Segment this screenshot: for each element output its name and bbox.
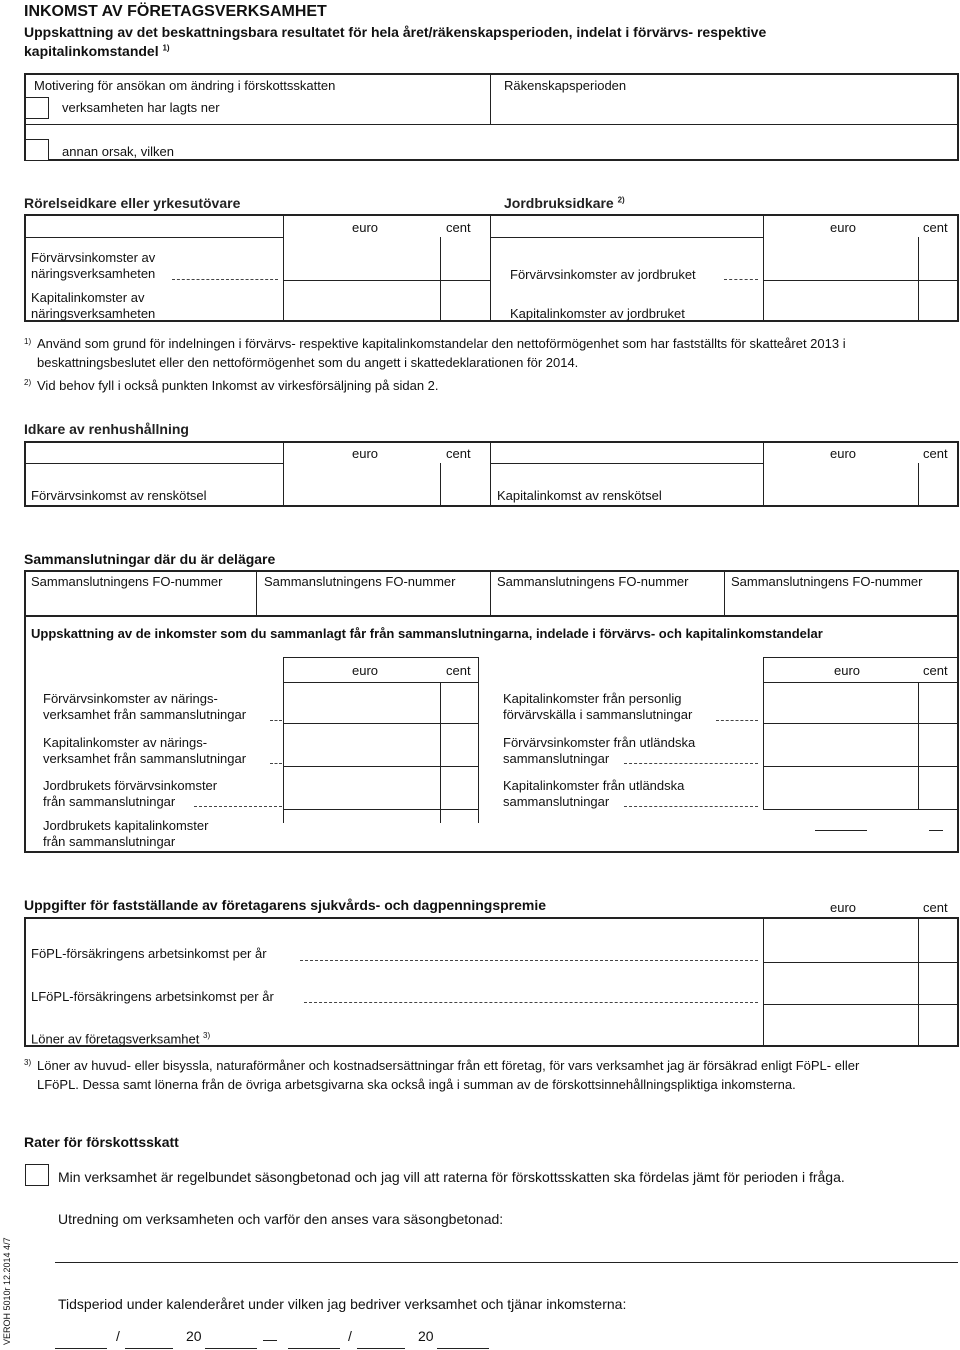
farming-title: Jordbruksidkare $^{2)}$ [504,195,625,211]
farming-earned-euro-field[interactable] [764,238,917,279]
explain-label: Utredning om verksamheten och varför den anses vara säsongbetonad: [58,1211,504,1227]
wages-cent-field[interactable] [919,1005,958,1046]
page-title: INKOMST AV FÖRETAGSVERKSAMHET [24,3,327,20]
end-year-field[interactable] [437,1348,489,1349]
seasonal-label: Min verksamhet är regelbundet säsongbetonad och jag vill att raterna för förskottsskatten ska fördelas jämt för perioden i fråga. [58,1169,845,1185]
footnote-1-marker: 1) [24,337,32,346]
wages-euro-field[interactable] [764,1005,917,1046]
reindeer-capital-label: Kapitalinkomst av renskötsel [497,488,662,503]
fopl-label: FöPL-försäkringens arbetsinkomst per år [31,946,267,961]
start-month-field[interactable] [125,1348,173,1349]
end-month-field[interactable] [357,1348,405,1349]
partnership-capital-business-euro[interactable] [284,724,439,765]
fo-number-field-4[interactable] [725,592,957,614]
business-capital-label: Kapitalinkomster av näringsverksamheten [31,290,156,321]
closed-down-label: verksamheten har lagts ner [62,100,220,115]
partnership-farm-earned-label: Jordbrukets förvärvsinkomster från sammanslutningar [43,778,218,809]
partnerships-title: Sammanslutningar där du är delägare [24,551,276,567]
partnership-farm-capital-cent[interactable] [441,810,477,823]
partnership-personal-capital-cent[interactable] [919,683,958,722]
business-title: Rörelseidkare eller yrkesutövare [24,195,241,211]
partnership-personal-capital-euro[interactable] [764,683,917,722]
business-earned-label: Förvärvsinkomster av näringsverksamheten [31,250,156,281]
wages-label: Löner av företagsverksamhet $^{3)}$ [31,1031,211,1047]
farming-earned-label: Förvärvsinkomster av jordbruket [510,267,696,282]
lfopl-label: LFöPL-försäkringens arbetsinkomst per år [31,989,274,1004]
fo-label-3: Sammanslutningens FO-nummer [497,574,689,589]
euro-header: euro [830,220,857,235]
footnote-1-line1: Använd som grund för indelningen i förvärvs- respektive kapitalinkomstandelar den nettoförmögenhet som har fastställts för skatteåret 2013 i [37,336,846,351]
fo-label-4: Sammanslutningens FO-nummer [731,574,923,589]
subtitle-line2: kapitalinkomstandel $^{1)}$ [24,43,170,59]
year-prefix: 20 [418,1328,434,1344]
explain-field[interactable] [55,1262,958,1263]
partnership-farm-earned-cent[interactable] [441,767,477,808]
business-earned-euro-field[interactable] [284,238,439,279]
lfopl-euro-field[interactable] [764,963,917,1003]
insurance-title: Uppgifter för fastställande av företagarens sjukvårds- och dagpenningspremie [24,897,547,913]
footnote-3-line2: LFöPL. Dessa samt lönerna från de övriga arbetsgivarna ska också ingå i summan av de förskottsinnehållningspliktiga inkomsterna. [37,1077,796,1092]
farming-capital-label: Kapitalinkomster av jordbruket [510,306,685,321]
business-capital-cent-field[interactable] [441,281,489,321]
euro-header: euro [834,663,861,678]
partnership-farm-capital-label: Jordbrukets kapitalinkomster från sammanslutningar [43,818,209,849]
partnership-foreign-capital-cent[interactable] [919,767,958,808]
partnership-earned-business-euro[interactable] [284,683,439,722]
lfopl-cent-field[interactable] [919,963,958,1003]
partnership-capital-business-label: Kapitalinkomster av närings- verksamhet från sammanslutningar [43,735,247,766]
partnership-foreign-earned-euro[interactable] [764,724,917,765]
form-code: VEROH 5010r 12.2014 4/7 [2,1237,12,1345]
partnership-foreign-capital-euro[interactable] [764,767,917,808]
partnership-foreign-earned-cent[interactable] [919,724,958,765]
fopl-cent-field[interactable] [919,919,958,961]
euro-header: euro [830,900,857,915]
slash-separator: / [116,1328,120,1344]
fo-label-1: Sammanslutningens FO-nummer [31,574,223,589]
other-reason-checkbox[interactable] [25,139,49,161]
cent-header: cent [446,446,471,461]
footnote-3-marker: 3) [24,1058,32,1067]
cent-header: cent [923,220,948,235]
slash-separator: / [348,1328,352,1344]
reindeer-earned-euro-field[interactable] [284,464,439,506]
business-capital-euro-field[interactable] [284,281,439,321]
partnership-farm-earned-euro[interactable] [284,767,439,808]
subtitle-line1: Uppskattning av det beskattningsbara resultatet för hela året/räkenskapsperioden, indelat i förvärvs- respektive [24,24,767,40]
euro-header: euro [830,446,857,461]
footnote-1-line2: beskattningsbeslutet eller den nettoförmögenhet som du angett i skattedeklarationen för 2014. [37,355,579,370]
start-year-field[interactable] [205,1348,257,1349]
reindeer-title: Idkare av renhushållning [24,421,189,437]
footnote-2-marker: 2) [24,378,32,387]
period-question-label: Tidsperiod under kalenderåret under vilken jag bedriver verksamhet och tjänar inkomsterna: [58,1296,627,1312]
cent-header: cent [446,663,471,678]
reindeer-earned-label: Förvärvsinkomst av renskötsel [31,488,207,503]
reindeer-capital-euro-field[interactable] [764,464,917,506]
cent-header: cent [923,446,948,461]
fopl-euro-field[interactable] [764,919,917,961]
footnote-3-line1: Löner av huvud- eller bisyssla, naturaförmåner och kostnadsersättningar från ett företag, för vars verksamhet jag är försäkrad enligt FöPL- eller [37,1058,860,1073]
euro-header: euro [352,220,379,235]
fo-number-field-2[interactable] [257,592,489,614]
farming-capital-cent-field[interactable] [919,281,958,321]
installments-title: Rater för förskottsskatt [24,1134,179,1150]
estimate-title: Uppskattning av de inkomster som du sammanlagt får från sammanslutningarna, indelade i förvärvs- och kapitalinkomstandelar [31,626,823,641]
farming-earned-cent-field[interactable] [919,238,958,279]
seasonal-checkbox[interactable] [25,1164,49,1186]
business-earned-cent-field[interactable] [441,238,489,279]
partnership-farm-capital-euro[interactable] [284,810,439,823]
reindeer-earned-cent-field[interactable] [441,464,489,506]
euro-header: euro [352,663,379,678]
cent-header: cent [446,220,471,235]
partnership-earned-business-cent[interactable] [441,683,477,722]
reindeer-capital-cent-field[interactable] [919,464,958,506]
farming-capital-euro-field[interactable] [764,281,917,321]
partnership-earned-business-label: Förvärvsinkomster av närings- verksamhet från sammanslutningar [43,691,247,722]
cent-header: cent [923,900,948,915]
fo-number-field-3[interactable] [491,592,723,614]
other-reason-label: annan orsak, vilken [62,144,175,159]
closed-down-checkbox[interactable] [25,97,49,119]
partnership-foreign-capital-label: Kapitalinkomster från utländska sammanslutningar [503,778,685,809]
fo-label-2: Sammanslutningens FO-nummer [264,574,456,589]
period-label: Räkenskapsperioden [504,78,627,93]
end-day-field[interactable] [288,1348,340,1349]
partnership-capital-business-cent[interactable] [441,724,477,765]
partnership-foreign-earned-label: Förvärvsinkomster från utländska sammanslutningar [503,735,696,766]
start-day-field[interactable] [55,1348,107,1349]
partnership-personal-capital-label: Kapitalinkomster från personlig förvärvskälla i sammanslutningar [503,691,693,722]
year-prefix: 20 [186,1328,202,1344]
footnote-2-text: Vid behov fyll i också punkten Inkomst av virkesförsäljning på sidan 2. [37,378,439,393]
fo-number-field-1[interactable] [26,592,255,614]
motivation-label: Motivering för ansökan om ändring i förskottsskatten [34,78,336,93]
euro-header: euro [352,446,379,461]
cent-header: cent [923,663,948,678]
